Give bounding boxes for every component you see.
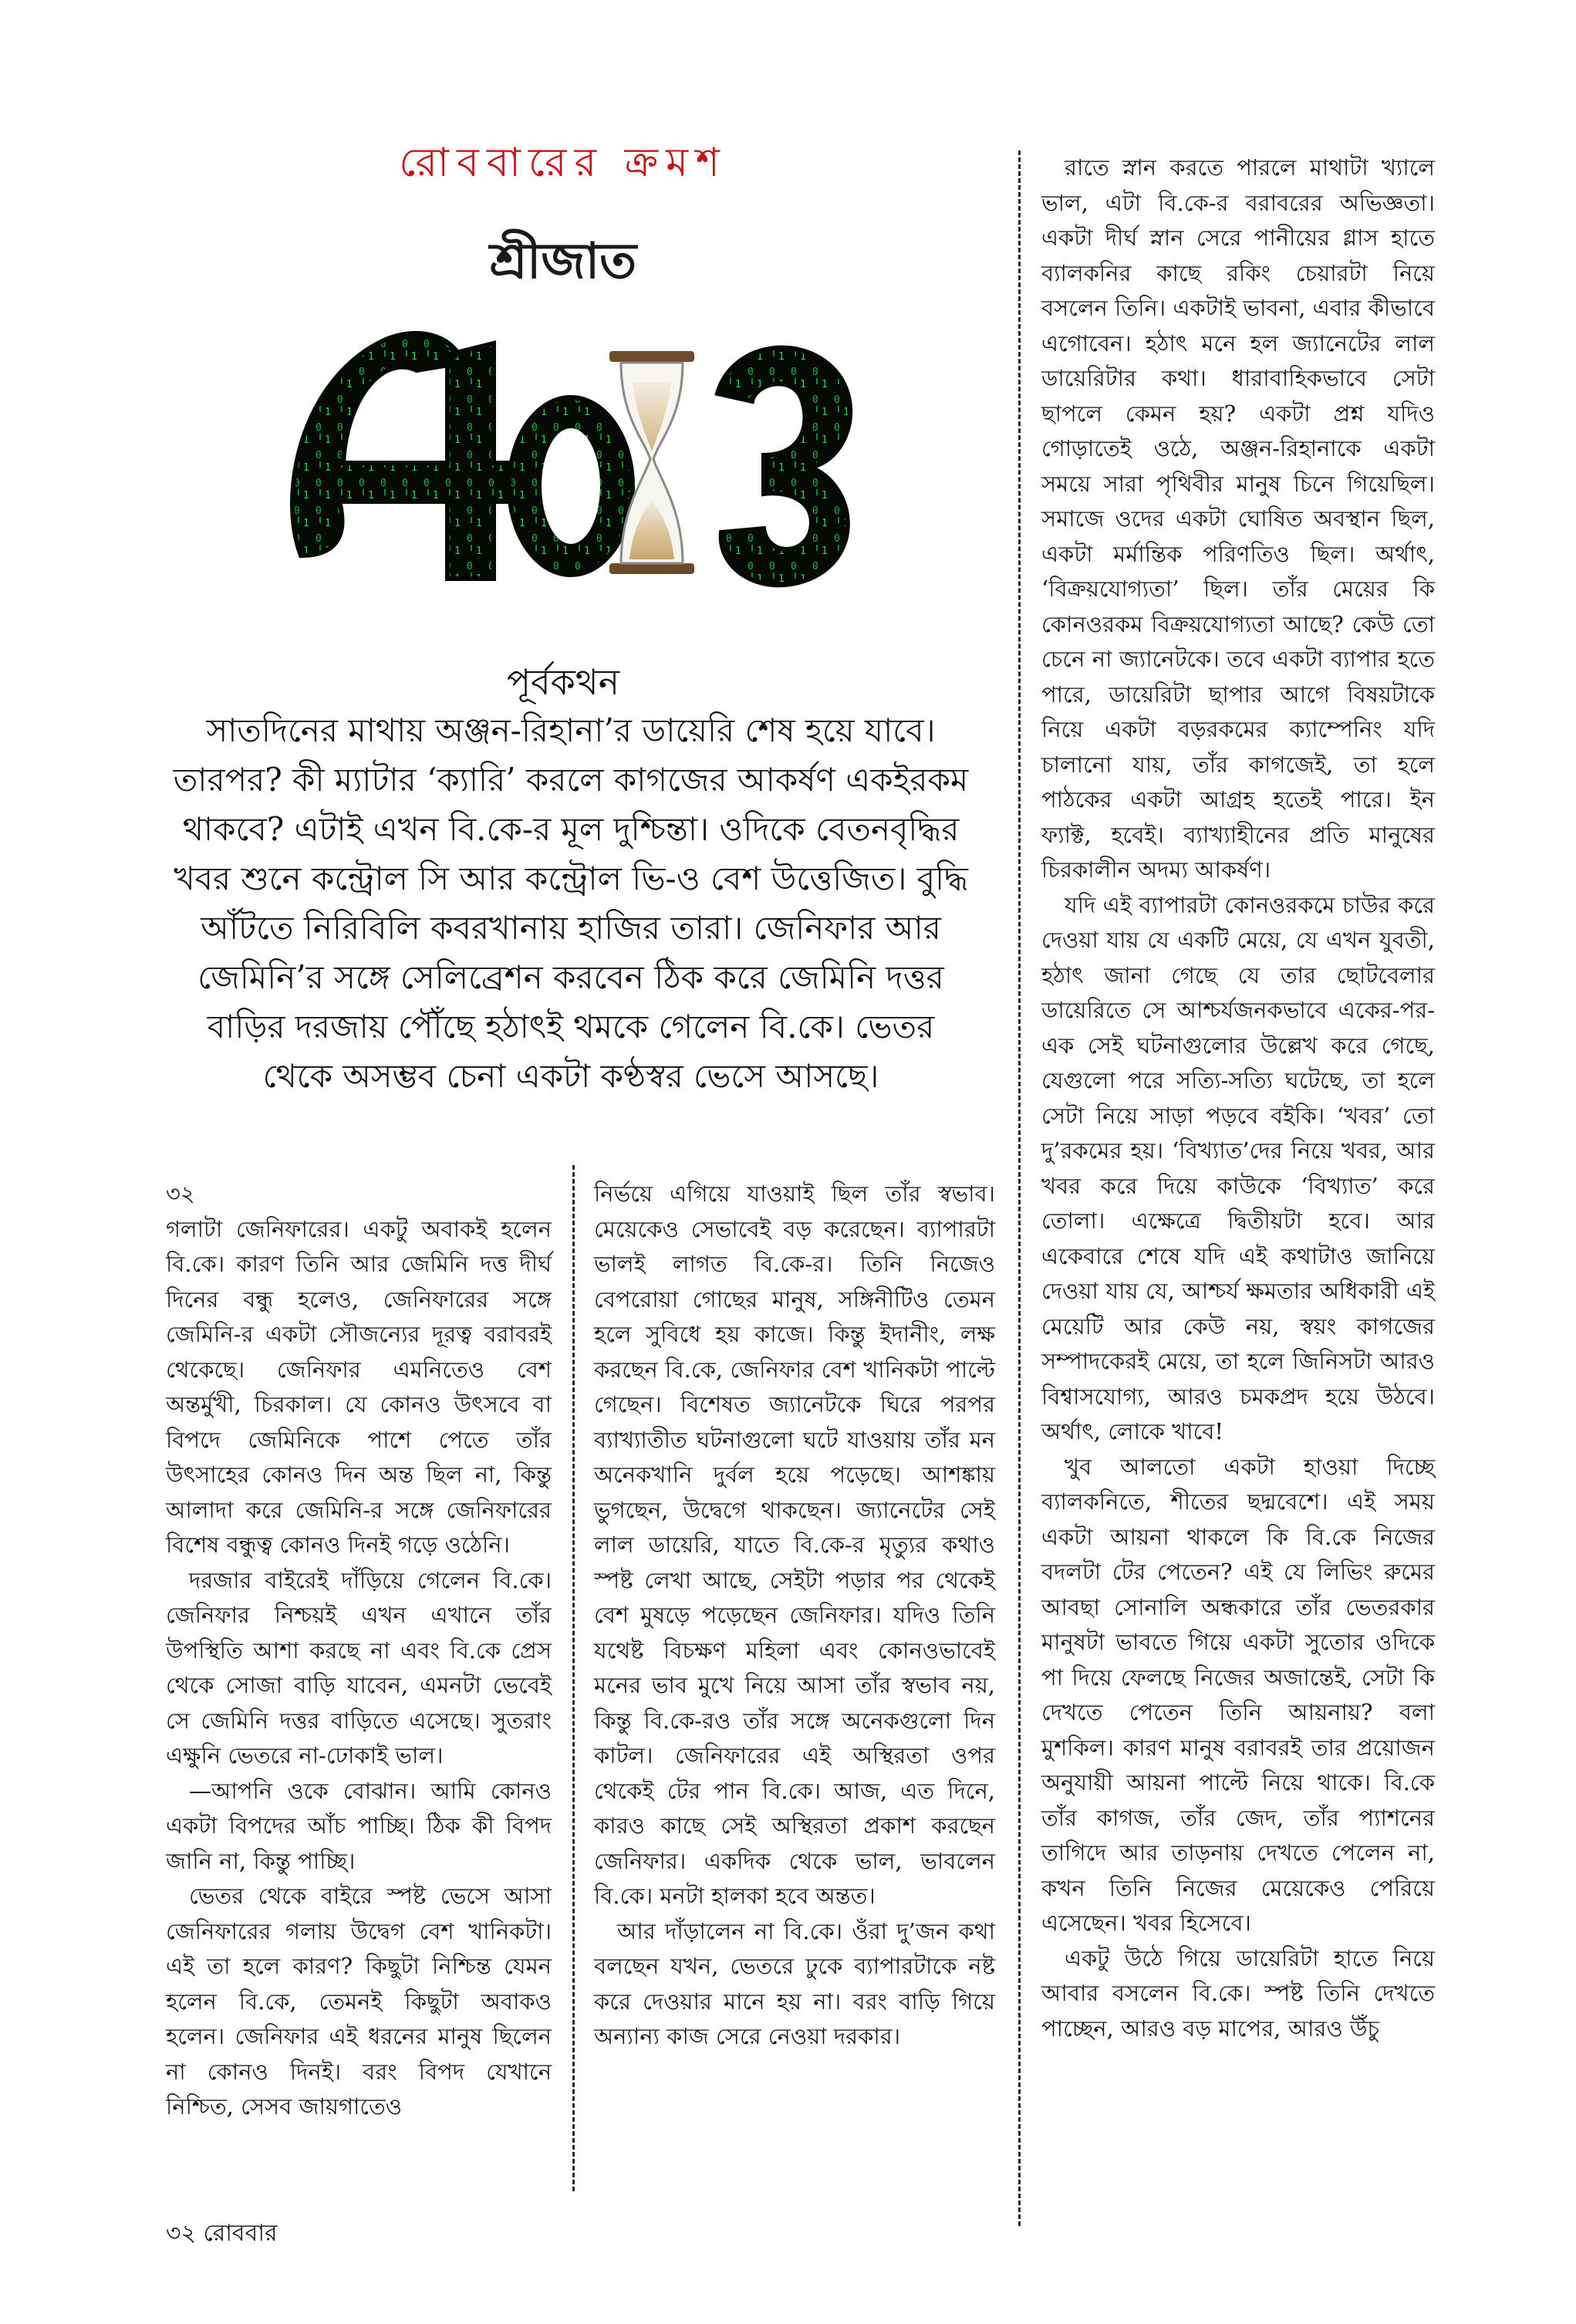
- paragraph: খুব আলতো একটা হাওয়া দিচ্ছে ব্যালকনিতে, শীতের ছদ্মবেশে। এই সময় একটা আয়না থাকলে কি বি.কে নিজের বদলটা টের পেতেন? এই যে লিভিং রুমের আবছা সোনালি অন্ধকারে তাঁর ভেতরকার মানুষটা ভাবতে গিয়ে একটা সুতোর ওদিকে পা দিয়ে ফেলছে নিজের অজান্তেই, সেটা কি দেখতে পেতেন তিনি আয়নায়? বলা মুশকিল। কারণ মানুষ বরাবরই তার প্রয়োজন অনুযায়ী আয়না পাল্টে নিয়ে থাকে। বি.কে তাঁর কাগজ, তাঁর জেদ, তাঁর প্যাশনের তাগিদে আর তাড়নায় দেখতে পেলেন না, কখন তিনি নিজের মেয়েকেও পেরিয়ে এসেছেন। খবর হিসেবে।: [1041, 1453, 1435, 1936]
- series-label: রোববারের ক্রমশ: [399, 140, 727, 186]
- numeral-3: [717, 348, 850, 586]
- paragraph: নির্ভয়ে এগিয়ে যাওয়াই ছিল তাঁর স্বভাব। মেয়েকেও সেভাবেই বড় করেছেন। ব্যাপারটা ভালই লাগত বি.কে-র। তিনি নিজেও বেপরোয়া গোছের মানুষ, সঙ্গিনীটিও তেমন হলে সুবিধে হয় কাজে। কিন্তু ইদানীং, লক্ষ করছেন বি.কে, জেনিফার বেশ খানিকটা পাল্টে গেছেন। বিশেষত জ্যানেটকে ঘিরে পরপর ব্যাখ্যাতীত ঘটনাগুলো ঘটে যাওয়ায় তাঁর মন অনেকখানি দুর্বল হয়ে পড়েছে। আশঙ্কায় ভুগছেন, উদ্বেগে থাকছেন। জ্যানেটের সেই লাল ডায়েরি, যাতে বি.কে-র মৃত্যুর কথাও স্পষ্ট লেখা আছে, সেইটা পড়ার পর থেকেই বেশ মুষড়ে পড়েছেন জেনিফার। যদিও তিনি যথেষ্ট বিচক্ষণ মহিলা এবং কোনওভাবেই মনের ভাব মুখে নিয়ে আসা তাঁর স্বভাব নয়, কিন্তু বি.কে-রও তাঁর সঙ্গে অনেকগুলো দিন কাটল। জেনিফারের এই অস্থিরতা ওপর থেকেই টের পান বি.কে। আজ, এত দিনে, কারও কাছে সেই অস্থিরতা প্রকাশ করছেন জেনিফার। একদিক থেকে ভাল, ভাবলেন বি.কে। মনটা হালকা হবে অন্তত।: [594, 1181, 995, 1909]
- page-footer: ৩২ রোববার: [166, 2220, 278, 2247]
- paragraph: ভেতর থেকে বাইরে স্পষ্ট ভেসে আসা জেনিফারের গলায় উদ্বেগ বেশ খানিকটা। এই তা হলে কারণ? কিছুটা নিশ্চিন্ত যেমন হলেন বি.কে, তেমনই কিছুটা অবাকও হলেন। জেনিফার এই ধরনের মানুষ ছিলেন না কোনও দিনই। বরং বিপদ যেখানে নিশ্চিত, সেসব জায়গাতেও: [166, 1883, 552, 2120]
- numeral-4-left: [292, 333, 517, 579]
- paragraph: দরজার বাইরেই দাঁড়িয়ে গেলেন বি.কে। জেনিফার নিশ্চয়ই এখন এখানে তাঁর উপস্থিতি আশা করছে না এবং বি.কে প্রেস থেকে সোজা বাড়ি যাবেন, এমনটা ভেবেই সে জেমিনি দত্তর বাড়িতে এসেছে। সুতরাং এক্ষুনি ভেতরে না-ঢোকাই ভাল।: [166, 1566, 552, 1768]
- previously-heading: পূর্বকথন: [506, 661, 620, 703]
- paragraph: —আপনি ওকে বোঝান। আমি কোনও একটা বিপদের আঁচ পাচ্ছি। ঠিক কী বিপদ জানি না, কিন্তু পাচ্ছি।: [166, 1777, 552, 1874]
- column-divider: [1018, 150, 1021, 2226]
- article-column-2: [594, 1177, 995, 2055]
- page-number: ৩২: [166, 1181, 195, 1207]
- column-divider: [572, 1165, 575, 2191]
- paragraph: গলাটা জেনিফারের। একটু অবাকই হলেন বি.কে। কারণ তিনি আর জেমিনি দত্ত দীর্ঘ দিনের বন্ধু হলেও, জেনিফারের সঙ্গে জেমিনি-র একটা সৌজন্যের দূরত্ব বরাবরই থেকেছে। জেনিফার এমনিতেও বেশ অন্তর্মুখী, চিরকাল। যে কোনও উৎসবে বা বিপদে জেমিনিকে পাশে পেতে তাঁর উৎসাহের কোনও দিন অন্ত ছিল না, কিন্তু আলাদা করে জেমিনি-র সঙ্গে জেনিফারের বিশেষ বন্ধুত্ব কোনও দিনই গড়ে ওঠেনি।: [166, 1215, 552, 1558]
- synopsis: সাতদিনের মাথায় অঞ্জন-রিহানা’র ডায়েরি শেষ হয়ে যাবে। তারপর? কী ম্যাটার ‘ক্যারি’ করলে কাগজের আকর্ষণ একইরকম থাকবে? এটাই এখন বি.কে-র মূল দুশ্চিন্তা। ওদিকে বেতনবৃদ্ধির খবর শুনে কন্ট্রোল সি আর কন্ট্রোল ভি-ও বেশ উত্তেজিত। বুদ্ধি আঁটতে নিরিবিলি কবরখানায় হাজির তারা। জেনিফার আর জেমিনি’র সঙ্গে সেলিব্রেশন করবেন ঠিক করে জেমিনি দত্তর বাড়ির দরজায় পৌঁছে হঠাৎই থমকে গেলেন বি.কে। ভেতর থেকে অসম্ভব চেনা একটা কণ্ঠস্বর ভেসে আসছে।: [173, 711, 969, 1095]
- paragraph: যদি এই ব্যাপারটা কোনওরকমে চাউর করে দেওয়া যায় যে একটি মেয়ে, যে এখন যুবতী, হঠাৎ জানা গেছে যে তার ছোটবেলার ডায়েরিতে সে আশ্চর্যজনকভাবে একের-পর-এক সেই ঘটনাগুলোর উল্লেখ করে গেছে, যেগুলো পরে সত্যি-সত্যি ঘটেছে, তা হলে সেটা নিয়ে সাড়া পড়বে বইকি। ‘খবর’ তো দু’রকমের হয়। ‘বিখ্যাত’দের নিয়ে খবর, আর খবর করে দিয়ে কাউকে ‘বিখ্যাত’ করে তোলা। এক্ষেত্রে দ্বিতীয়টা হবে। আর একেবারে শেষে যদি এই কথাটাও জানিয়ে দেওয়া যায় যে, আশ্চর্য ক্ষমতার অধিকারী এই মেয়েটি আর কেউ নয়, স্বয়ং কাগজের সম্পাদকেরই মেয়ে, তা হলে জিনিসটা আরও বিশ্বাসযোগ্য, আরও চমকপ্রদ হয়ে উঠবে। অর্থাৎ, লোকে খাবে!: [1041, 891, 1435, 1444]
- article-column-3: [1041, 150, 1435, 2046]
- title-artwork: [270, 309, 872, 602]
- article-column-1: [166, 1177, 552, 2125]
- paragraph: একটু উঠে গিয়ে ডায়েরিটা হাতে নিয়ে আবার বসলেন বি.কে। স্পষ্ট তিনি দেখতে পাচ্ছেন, আরও বড় মাপের, আরও উঁচু: [1041, 1944, 1435, 2042]
- paragraph: আর দাঁড়ালেন না বি.কে। ওঁরা দু’জন কথা বলছেন যখন, ভেতরে ঢুকে ব্যাপারটাকে নষ্ট করে দেওয়ার মানে হয় না। বরং বাড়ি গিয়ে অন্যান্য কাজ সেরে নেওয়া দরকার।: [594, 1917, 995, 2049]
- paragraph: রাতে স্নান করতে পারলে মাথাটা খ্যালে ভাল, এটা বি.কে-র বরাবরের অভিজ্ঞতা। একটা দীর্ঘ স্নান সেরে পানীয়ের গ্লাস হাতে ব্যালকনির কাছে রকিং চেয়ারটা নিয়ে বসলেন তিনি। একটাই ভাবনা, এবার কীভাবে এগোবেন। হঠাৎ মনে হল জ্যানেটের লাল ডায়েরিটার কথা। ধারাবাহিকভাবে সেটা ছাপলে কেমন হয়? একটা প্রশ্ন যদিও গোড়াতেই ওঠে, অঞ্জন-রিহানাকে একটা সময়ে সারা পৃথিবীর মানুষ চিনে গিয়েছিল। সমাজে ওদের একটা ঘোষিত অবস্থান ছিল, একটা মর্মান্তিক পরিণতিও ছিল। অর্থাৎ, ‘বিক্রয়যোগ্যতা’ ছিল। তাঁর মেয়ের কি কোনওরকম বিক্রয়যোগ্যতা আছে? কেউ তো চেনে না জ্যানেটকে। তবে একটা ব্যাপার হতে পারে, ডায়েরিটা ছাপার আগে বিষয়টাকে নিয়ে একটা বড়রকমের ক্যাম্পেনিং যদি চালানো যায়, তাঁর কাগজেই, তা হলে পাঠকের একটা আগ্রহ হতেই পারে। ইন ফ্যাক্ট, হবেই। ব্যাখ্যাহীনের প্রতি মানুষের চিরকালীন অদম্য আকর্ষণ।: [1041, 154, 1435, 883]
- series-title: [270, 617, 872, 618]
- author-name: শ্রীজাত: [489, 232, 637, 290]
